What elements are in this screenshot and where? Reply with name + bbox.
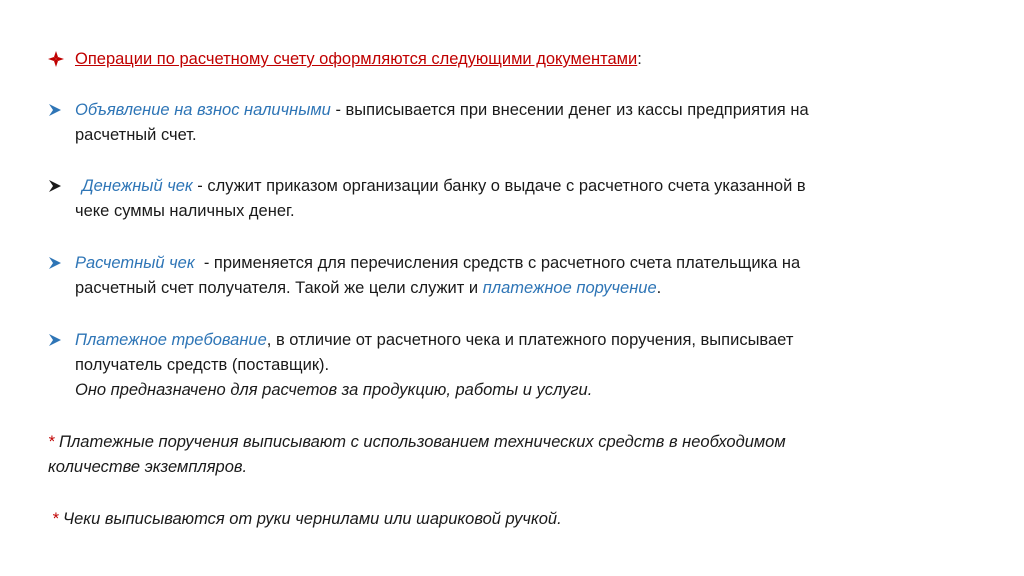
arrow-bullet-icon <box>48 251 70 278</box>
note-star: * <box>48 433 55 451</box>
note <box>52 507 986 532</box>
note <box>48 430 982 480</box>
item-term: Объявление на взнос наличными <box>75 101 331 119</box>
item-line-end: . <box>656 279 662 297</box>
note-line: Платежные поручения выписывают с использованием технических средств в необходимом <box>54 433 786 451</box>
item-line: - выписывается при внесении денег из кассы предприятия на <box>330 101 809 119</box>
heading <box>48 47 982 72</box>
heading-colon: : <box>637 50 642 68</box>
item-line: чеке суммы наличных денег. <box>75 202 295 220</box>
item-term: Денежный чек <box>82 177 193 195</box>
note-line: количестве экземпляров. <box>48 458 248 476</box>
item-term-2: платежное поручение <box>482 279 657 297</box>
item-line: - применяется для перечисления средств с расчетного счета плательщика на <box>194 254 801 272</box>
item-term: Расчетный чек <box>75 254 195 272</box>
list-item <box>48 174 982 224</box>
list-item <box>48 251 982 301</box>
arrow-bullet-icon <box>48 174 70 201</box>
note-line: Чеки выписываются от руки чернилами или шариковой ручкой. <box>58 510 562 528</box>
item-line: - служит приказом организации банку о выдаче с расчетного счета указанной в <box>192 177 806 195</box>
item-line: расчетный счет получателя. Такой же цели служит и <box>75 279 483 297</box>
item-term: Платежное требование <box>75 331 267 349</box>
note-star: * <box>52 510 59 528</box>
heading-text: Операции по расчетному счету оформляются следующими документами <box>75 50 638 68</box>
diamond-star-icon <box>48 47 70 75</box>
arrow-bullet-icon <box>48 98 70 125</box>
item-line: , в отличие от расчетного чека и платежного поручения, выписывает <box>266 331 794 349</box>
arrow-bullet-icon <box>48 328 70 355</box>
item-line: получатель средств (поставщик). <box>75 356 330 374</box>
item-line-italic: Оно предназначено для расчетов за продукцию, работы и услуги. <box>75 381 593 399</box>
list-item <box>48 98 982 148</box>
item-line: расчетный счет. <box>75 126 197 144</box>
list-item <box>48 328 982 403</box>
